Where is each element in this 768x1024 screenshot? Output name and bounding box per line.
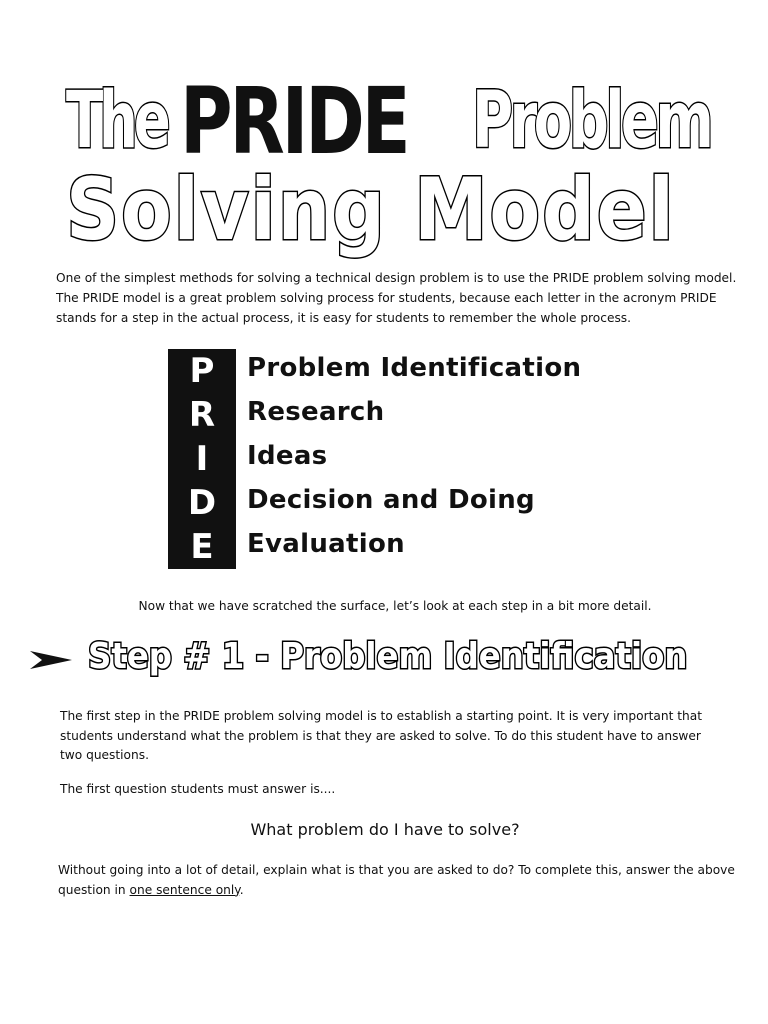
title-word-problem: Problem bbox=[472, 76, 711, 166]
arrow-right-icon bbox=[30, 649, 72, 671]
acronym-word-decision-and-doing: Decision and Doing bbox=[247, 485, 535, 515]
question-heading: What problem do I have to solve? bbox=[250, 820, 520, 839]
page-title bbox=[60, 68, 711, 175]
intro-paragraph bbox=[56, 268, 756, 328]
acronym-word-evaluation: Evaluation bbox=[247, 529, 405, 559]
intro-line: stands for a step in the actual process, it is easy for students to remember the whole process. bbox=[56, 311, 632, 325]
step-1-line: students understand what the problem is that they are asked to solve. To do this student have to answer bbox=[60, 728, 701, 743]
first-question-intro: The first question students must answer is.... bbox=[60, 782, 336, 796]
acronym-letter-p: P bbox=[168, 349, 236, 395]
bridge-sentence: Now that we have scratched the surface, let’s look at each step in a bit more detail. bbox=[138, 599, 652, 613]
title-word-the: The bbox=[66, 76, 167, 166]
closing-paragraph bbox=[58, 861, 748, 900]
acronym-word-ideas: Ideas bbox=[247, 441, 328, 471]
step-1-line: The first step in the PRIDE problem solving model is to establish a starting point. It is very important that bbox=[60, 709, 702, 723]
closing-suffix: . bbox=[239, 882, 244, 897]
closing-prefix: question in bbox=[58, 882, 130, 897]
acronym-letter-d: D bbox=[168, 481, 236, 527]
intro-line: The PRIDE model is a great problem solving process for students, because each letter in the acronym PRIDE bbox=[56, 291, 717, 305]
closing-line bbox=[58, 881, 748, 901]
closing-emphasis: one sentence only bbox=[129, 882, 240, 897]
acronym-letter-e: E bbox=[168, 525, 236, 569]
acronym-word-research: Research bbox=[247, 397, 385, 427]
title-word-pride: PRIDE bbox=[180, 68, 408, 175]
intro-line: One of the simplest methods for solving a technical design problem is to use the PRIDE problem solving model. bbox=[56, 271, 737, 285]
acronym-letter-r: R bbox=[168, 393, 236, 439]
step-1-line: two questions. bbox=[60, 748, 149, 762]
step-1-heading: Step # 1 - Problem Identification bbox=[88, 636, 688, 677]
step-1-paragraph bbox=[60, 707, 720, 766]
closing-line: Without going into a lot of detail, explain what is that you are asked to do? To complete this, answer the above bbox=[58, 863, 735, 877]
acronym-word-problem-identification: Problem Identification bbox=[247, 353, 582, 383]
page-title-line2: Solving Model bbox=[66, 160, 676, 260]
acronym-letter-i: I bbox=[168, 437, 236, 483]
